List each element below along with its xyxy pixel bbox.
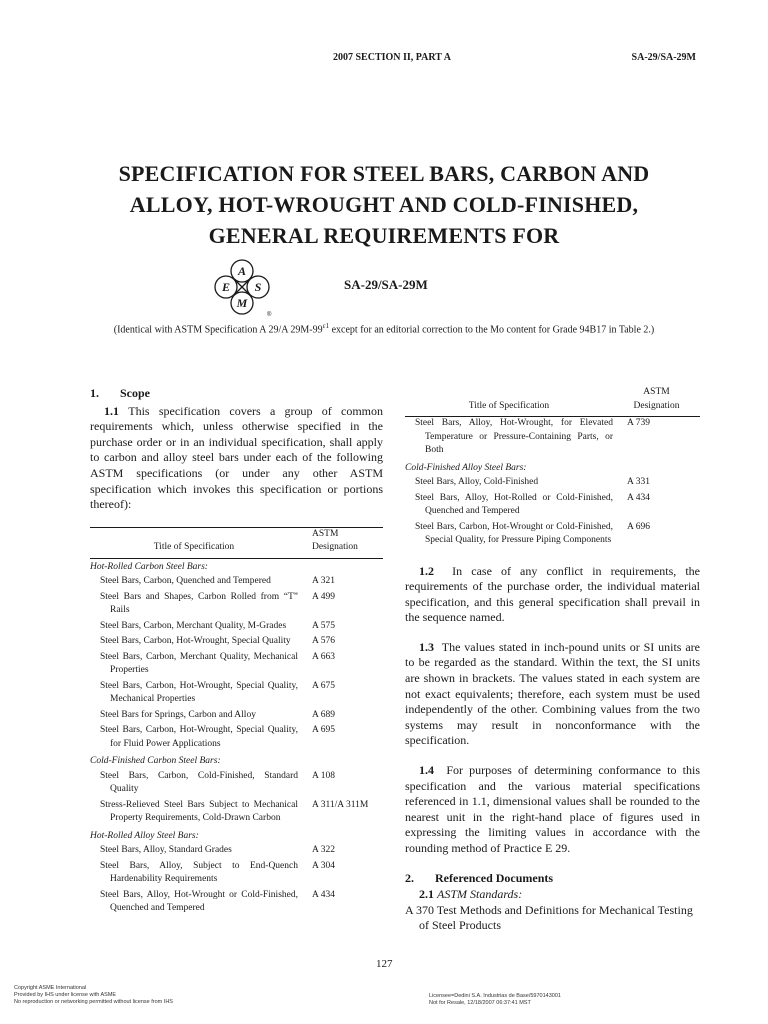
astm-designation: A 304 [312, 860, 335, 871]
astm-designation: A 322 [312, 845, 335, 856]
paragraph-2-1 [405, 887, 700, 903]
title-cell [90, 620, 298, 636]
astm-designation: A 739 [627, 418, 650, 428]
svg-text:M: M [236, 296, 248, 310]
footer-line: Copyright ASME International [14, 985, 87, 991]
table-row [90, 724, 383, 753]
paragraph-1-2 [405, 564, 700, 626]
identical-with-note [60, 322, 708, 335]
specification-title: Steel Bars, Alloy, Subject to End-Quench Hardenability Requirements [100, 860, 298, 885]
table-row [90, 591, 383, 620]
specification-title: Steel Bars, Carbon, Hot-Wrought, Special Quality, for Fluid Power Applications [100, 725, 298, 749]
column-header-title: Title of Specification [468, 400, 550, 411]
specification-table-right [405, 386, 700, 550]
specification-title: Steel Bars, Carbon, Hot-Wrought or Cold-Finished, Special Quality, for Pressure Piping Components [415, 521, 613, 545]
document-designation: SA-29/SA-29M [344, 277, 428, 292]
table-row [405, 521, 700, 550]
specification-title: Steel Bars, Alloy, Standard Grades [100, 845, 232, 856]
paragraph-number: 1.2 [419, 563, 434, 578]
specification-title: Steel Bars for Springs, Carbon and Alloy [100, 709, 256, 720]
astm-designation: A 695 [312, 725, 335, 736]
running-header-code: SA-29/SA-29M [631, 52, 696, 63]
table-row [90, 620, 383, 636]
table-row [90, 799, 383, 828]
astm-designation: A 434 [312, 889, 335, 900]
section-title: Referenced Documents [435, 870, 554, 885]
paragraph-text: The values stated in inch-pound units or SI units are to be regarded as the standard. Within the text, the SI units are shown in brackets. The values stated in each system are not exact equivalents; therefore, each system must be used independently of the other. Combining values from the two systems may result in nonconformance with the specification. [405, 639, 700, 748]
section-number: 1. [90, 386, 99, 400]
right-column [405, 386, 700, 934]
table-row [90, 680, 383, 709]
table-body [405, 417, 700, 550]
title-cell [90, 860, 298, 889]
footer-line: Not for Resale, 12/18/2007 06:37:41 MST [429, 1000, 531, 1006]
page-number: 127 [376, 958, 393, 970]
table-row [90, 889, 383, 918]
paragraphs [405, 564, 700, 857]
column-header-title: Title of Specification [153, 542, 235, 553]
table-row [90, 575, 383, 591]
footer-licensee [429, 993, 561, 1007]
specification-title: Steel Bars, Carbon, Cold-Finished, Standard Quality [100, 770, 298, 795]
astm-designation: A 576 [312, 636, 335, 647]
note-text-before: (Identical with ASTM Specification A 29/A 29M-99 [113, 324, 323, 336]
specification-title: Steel Bars, Alloy, Hot-Wrought, for Elevated Temperature or Pressure-Containing Parts, or Both [415, 418, 613, 455]
table-row [405, 476, 700, 492]
referenced-standard-item: A 370 Test Methods and Definitions for Mechanical Testing of Steel Products [405, 902, 693, 933]
table-category-row [90, 828, 383, 845]
astm-designation: A 663 [312, 651, 335, 662]
astm-designation: A 331 [627, 477, 650, 487]
subheading: ASTM Standards: [437, 887, 523, 902]
footer-line: Licensee=Dedini S.A. Industrias de Base/5970143001 [429, 993, 561, 999]
title-cell [405, 521, 613, 550]
title-cell [90, 770, 298, 799]
svg-text:S: S [254, 280, 262, 294]
specification-title: Steel Bars, Alloy, Hot-Rolled or Cold-Finished, Quenched and Tempered [415, 492, 613, 516]
asme-emblem-logo [211, 256, 273, 318]
footer-line: Provided by IHS under license with ASME [14, 992, 117, 998]
paragraph-number: 2.1 [419, 887, 434, 902]
paragraph-number: 1.4 [419, 763, 434, 778]
section-2-heading [405, 871, 700, 887]
astm-designation: A 108 [312, 770, 335, 781]
section-title: Scope [120, 386, 150, 400]
footer-line: No reproduction or networking permitted without license from IHS [14, 999, 173, 1005]
section-1-heading [90, 386, 383, 402]
title-cell [405, 492, 613, 521]
astm-designation: A 321 [312, 576, 335, 587]
title-cell [90, 591, 298, 620]
table-category-row [90, 753, 383, 770]
document-title: SPECIFICATION FOR STEEL BARS, CARBON AND ALLOY, HOT-WROUGHT AND COLD-FINISHED, GENERAL REQUIREMENTS FOR [118, 161, 650, 248]
title-cell [405, 476, 613, 492]
table-body [90, 558, 383, 918]
table-row [405, 417, 700, 460]
note-superscript: ε1 [322, 322, 330, 330]
category-label: Cold-Finished Alloy Steel Bars: [405, 462, 527, 473]
specification-title: Steel Bars, Alloy, Cold-Finished [415, 477, 539, 487]
astm-designation: A 434 [627, 492, 650, 503]
table-row [90, 770, 383, 799]
running-header-section: 2007 SECTION II, PART A [333, 52, 451, 63]
astm-designation: A 575 [312, 620, 335, 631]
title-cell [90, 844, 298, 860]
category-label: Hot-Rolled Carbon Steel Bars: [90, 561, 208, 572]
astm-designation: A 499 [312, 591, 335, 602]
column-header-designation: ASTM Designation [633, 387, 680, 411]
paragraph-number: 1.3 [419, 639, 434, 654]
paragraph-text: In case of any conflict in requirements, the requirements of the purchase order, the individual material specification, and this general specification shall prevail in the sequence named. [405, 563, 700, 625]
specification-title: Steel Bars, Carbon, Hot-Wrought, Special Quality, Mechanical Properties [100, 680, 298, 705]
paragraph-text: For purposes of determining conformance to this specification and the various material specifications referenced in 1.1, dimensional values shall be rounded to the nearest unit in the right-hand place of figures used in expressing the limiting values in accordance with the rounding method of Practice E 29. [405, 763, 700, 855]
note-text-after: except for an editorial correction to the Mo content for Grade 94B17 in Table 2.) [329, 324, 655, 336]
left-column [90, 386, 383, 918]
table-row [405, 492, 700, 521]
table-category-row [90, 558, 383, 575]
paragraph-1-3 [405, 640, 700, 749]
specification-title: Steel Bars, Alloy, Hot-Wrought or Cold-Finished, Quenched and Tempered [100, 889, 298, 914]
table-row [90, 635, 383, 651]
paragraph-1-4 [405, 763, 700, 857]
table-row [90, 860, 383, 889]
specification-title: Steel Bars, Carbon, Quenched and Tempered [100, 576, 271, 587]
astm-designation: A 311/A 311M [312, 799, 369, 810]
title-cell [90, 724, 298, 753]
paragraph-1-1 [90, 404, 383, 513]
astm-designation: A 696 [627, 521, 650, 532]
specification-title: Stress-Relieved Steel Bars Subject to Mechanical Property Requirements, Cold-Drawn Carbon [100, 799, 298, 824]
section-number: 2. [405, 870, 414, 885]
column-header-designation: ASTM Designation [312, 528, 358, 553]
paragraph-number: 1.1 [104, 403, 119, 418]
table-row [90, 844, 383, 860]
specification-title: Steel Bars, Carbon, Hot-Wrought, Special Quality [100, 636, 291, 647]
svg-text:®: ® [267, 312, 272, 318]
title-cell [90, 889, 298, 918]
specification-table-left [90, 527, 383, 918]
table-row [90, 709, 383, 725]
table-row [90, 651, 383, 680]
astm-designation: A 675 [312, 680, 335, 691]
title-cell [90, 680, 298, 709]
title-cell [90, 635, 298, 651]
table-category-row [405, 460, 700, 477]
paragraph-text: This specification covers a group of common requirements which, unless otherwise specified in the purchase order or in an individual specification, shall apply to carbon and alloy steel bars under each of the following ASTM specifications (or under any other ASTM specification which invokes this specification or portions thereof): [90, 403, 383, 512]
title-cell [90, 651, 298, 680]
title-cell [90, 799, 298, 828]
footer-copyright [14, 985, 173, 1006]
specification-title: Steel Bars and Shapes, Carbon Rolled from “T” Rails [100, 591, 298, 616]
svg-text:E: E [221, 280, 231, 294]
title-cell [90, 575, 298, 591]
svg-text:A: A [237, 264, 247, 278]
category-label: Hot-Rolled Alloy Steel Bars: [90, 830, 199, 841]
title-cell [90, 709, 298, 725]
specification-title: Steel Bars, Carbon, Merchant Quality, Mechanical Properties [100, 651, 298, 676]
specification-title: Steel Bars, Carbon, Merchant Quality, M-Grades [100, 620, 287, 631]
title-cell [405, 417, 613, 460]
astm-designation: A 689 [312, 709, 335, 720]
category-label: Cold-Finished Carbon Steel Bars: [90, 756, 221, 767]
